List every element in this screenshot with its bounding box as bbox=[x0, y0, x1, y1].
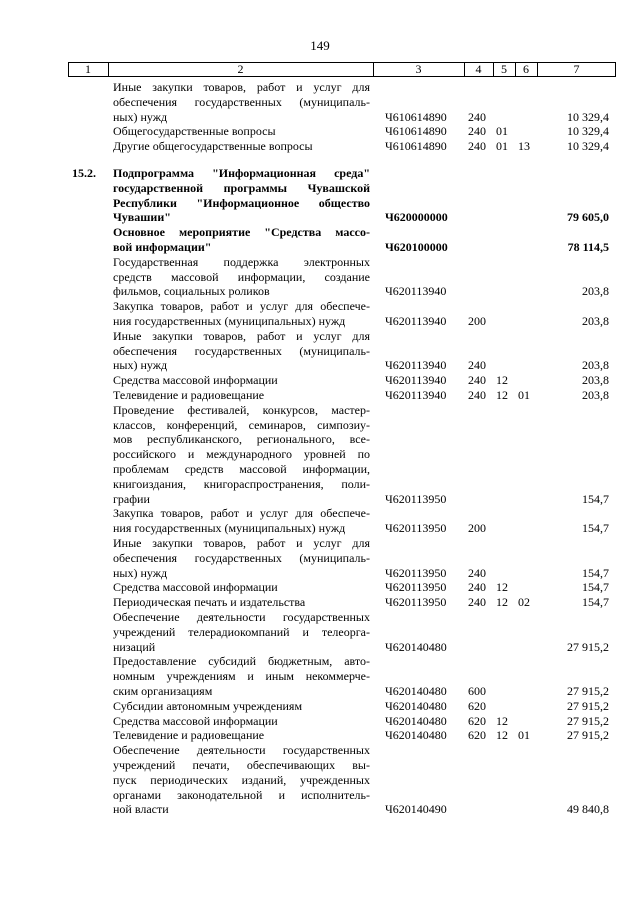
amount: 10 329,4 bbox=[567, 124, 609, 139]
target-article-code: Ч610614890 bbox=[385, 124, 447, 139]
item-name-line: Периодическая печать и издательства bbox=[113, 595, 306, 610]
target-article-code: Ч620113940 bbox=[385, 314, 447, 328]
item-name-line: ния государственных (муниципальных) нужд bbox=[113, 314, 346, 328]
expense-type: 240 bbox=[468, 358, 486, 373]
header-divider bbox=[515, 62, 516, 77]
item-name-line: Средства массовой информации bbox=[113, 713, 278, 728]
item-name-line: Республики "Информационное общество bbox=[113, 195, 370, 210]
target-article-code: Ч620000000 bbox=[385, 210, 448, 225]
amount: 10 329,4 bbox=[567, 109, 609, 124]
expense-type: 240 bbox=[468, 580, 486, 595]
item-name-line: вой информации" bbox=[113, 240, 212, 254]
amount: 154,7 bbox=[582, 565, 609, 580]
expense-type: 240 bbox=[468, 124, 486, 139]
item-name-line: низаций bbox=[113, 639, 156, 654]
target-article-code: Ч620113950 bbox=[385, 521, 447, 536]
item-name-line: Закупка товаров, работ и услуг для обеспече- bbox=[113, 506, 370, 521]
item-name-line: Общегосударственные вопросы bbox=[113, 124, 276, 139]
item-name-line: Обеспечение деятельности государственных bbox=[113, 743, 370, 758]
amount: 27 915,2 bbox=[567, 698, 609, 713]
amount: 79 605,0 bbox=[567, 210, 609, 225]
item-name-line: Обеспечение деятельности государственных bbox=[113, 610, 370, 624]
item-name-line: обеспечения государственных (муниципаль- bbox=[113, 550, 370, 565]
header-divider bbox=[537, 62, 538, 77]
item-name-line: Иные закупки товаров, работ и услуг для bbox=[113, 536, 370, 550]
target-article-code: Ч620113940 bbox=[385, 284, 447, 299]
amount: 27 915,2 bbox=[567, 728, 609, 743]
expense-type: 240 bbox=[468, 565, 486, 580]
expense-type: 620 bbox=[468, 713, 486, 728]
item-name-line: органами законодательной и исполнитель- bbox=[113, 787, 370, 802]
section-number: 15.2. bbox=[72, 166, 96, 180]
item-name-line: мов республиканского, регионального, все- bbox=[113, 432, 370, 447]
header-cell: 3 bbox=[415, 62, 422, 76]
amount: 203,8 bbox=[582, 284, 609, 299]
header-cell: 7 bbox=[573, 62, 580, 76]
item-name-line: обеспечения государственных (муниципаль- bbox=[113, 94, 370, 109]
item-name-line: Государственная поддержка электронных bbox=[113, 254, 370, 269]
target-article-code: Ч620113940 bbox=[385, 388, 447, 402]
target-article-code: Ч620113950 bbox=[385, 595, 447, 610]
subsection-code: 13 bbox=[518, 139, 530, 154]
header-divider bbox=[464, 62, 465, 77]
amount: 49 840,8 bbox=[567, 802, 609, 817]
amount: 27 915,2 bbox=[567, 684, 609, 698]
item-name-line: графии bbox=[113, 491, 150, 506]
subsection-code: 01 bbox=[518, 388, 530, 402]
item-name-line: ных) нужд bbox=[113, 358, 168, 373]
section-code: 12 bbox=[496, 388, 508, 402]
subsection-code: 02 bbox=[518, 595, 530, 610]
item-name-line: ной власти bbox=[113, 802, 169, 817]
amount: 154,7 bbox=[582, 595, 609, 610]
target-article-code: Ч610614890 bbox=[385, 109, 447, 124]
amount: 154,7 bbox=[582, 580, 609, 595]
item-name-line: Проведение фестивалей, конкурсов, мастер- bbox=[113, 402, 370, 417]
expense-type: 240 bbox=[468, 373, 486, 388]
item-name-line: российского и международного уровней по bbox=[113, 447, 370, 462]
item-name-line: номным учреждениям и иным некоммерче- bbox=[113, 669, 370, 684]
item-name-line: ных) нужд bbox=[113, 109, 168, 124]
amount: 27 915,2 bbox=[567, 639, 609, 654]
item-name-line: Предоставление субсидий бюджетным, авто- bbox=[113, 654, 370, 669]
target-article-code: Ч620100000 bbox=[385, 240, 448, 254]
header-cell: 4 bbox=[475, 62, 482, 76]
item-name-line: фильмов, социальных роликов bbox=[113, 284, 270, 299]
item-name-line: государственной программы Чувашской bbox=[113, 180, 370, 195]
expense-type: 620 bbox=[468, 728, 486, 743]
section-code: 01 bbox=[496, 139, 508, 154]
target-article-code: Ч620140480 bbox=[385, 698, 447, 713]
item-name-line: Иные закупки товаров, работ и услуг для bbox=[113, 328, 370, 343]
amount: 203,8 bbox=[582, 373, 609, 388]
amount: 10 329,4 bbox=[567, 139, 609, 154]
expense-type: 240 bbox=[468, 595, 486, 610]
expense-type: 240 bbox=[468, 388, 486, 402]
amount: 78 114,5 bbox=[567, 240, 609, 254]
amount: 203,8 bbox=[582, 358, 609, 373]
expense-type: 600 bbox=[468, 684, 486, 698]
amount: 203,8 bbox=[582, 314, 609, 328]
target-article-code: Ч620140480 bbox=[385, 684, 447, 698]
expense-type: 240 bbox=[468, 139, 486, 154]
page-number: 149 bbox=[310, 38, 330, 53]
item-name-line: Подпрограмма "Информационная среда" bbox=[113, 166, 370, 180]
item-name-line: Средства массовой информации bbox=[113, 580, 278, 595]
section-code: 01 bbox=[496, 124, 508, 139]
amount: 154,7 bbox=[582, 491, 609, 506]
amount: 203,8 bbox=[582, 388, 609, 402]
target-article-code: Ч620113950 bbox=[385, 580, 447, 595]
amount: 154,7 bbox=[582, 521, 609, 536]
item-name-line: книгоиздания, книгораспространения, поли- bbox=[113, 476, 370, 491]
header-cell: 2 bbox=[237, 62, 244, 76]
target-article-code: Ч620113950 bbox=[385, 565, 447, 580]
expense-type: 200 bbox=[468, 521, 486, 536]
section-code: 12 bbox=[496, 580, 508, 595]
item-name-line: Иные закупки товаров, работ и услуг для bbox=[113, 80, 370, 94]
item-name-line: Телевидение и радиовещание bbox=[113, 728, 265, 743]
item-name-line: учреждений печати, обеспечивающих вы- bbox=[113, 758, 370, 772]
header-divider bbox=[108, 62, 109, 77]
section-code: 12 bbox=[496, 713, 508, 728]
item-name-line: Субсидии автономным учреждениям bbox=[113, 698, 303, 713]
item-name-line: ных) нужд bbox=[113, 565, 168, 580]
item-name-line: учреждений телерадиокомпаний и телеорга- bbox=[113, 624, 370, 639]
target-article-code: Ч620140480 bbox=[385, 639, 447, 654]
item-name-line: Телевидение и радиовещание bbox=[113, 388, 265, 402]
item-name-line: Закупка товаров, работ и услуг для обеспече- bbox=[113, 299, 370, 314]
item-name-line: ния государственных (муниципальных) нужд bbox=[113, 521, 346, 536]
target-article-code: Ч620113940 bbox=[385, 358, 447, 373]
subsection-code: 01 bbox=[518, 728, 530, 743]
expense-type: 200 bbox=[468, 314, 486, 328]
section-code: 12 bbox=[496, 373, 508, 388]
item-name-line: Средства массовой информации bbox=[113, 373, 278, 388]
header-divider bbox=[373, 62, 374, 77]
item-name-line: классов, конференций, семинаров, симпозиу- bbox=[113, 417, 370, 432]
item-name-line: ским организациям bbox=[113, 684, 213, 698]
target-article-code: Ч610614890 bbox=[385, 139, 447, 154]
target-article-code: Ч620140480 bbox=[385, 713, 447, 728]
section-code: 12 bbox=[496, 728, 508, 743]
target-article-code: Ч620140490 bbox=[385, 802, 447, 817]
item-name-line: средств массовой информации, создание bbox=[113, 269, 370, 284]
header-cell: 5 bbox=[501, 62, 507, 76]
section-code: 12 bbox=[496, 595, 508, 610]
item-name-line: пуск периодических изданий, учрежденных bbox=[113, 772, 370, 787]
expense-type: 240 bbox=[468, 109, 486, 124]
target-article-code: Ч620113940 bbox=[385, 373, 447, 388]
expense-type: 620 bbox=[468, 698, 486, 713]
item-name-line: Другие общегосударственные вопросы bbox=[113, 139, 313, 154]
amount: 27 915,2 bbox=[567, 713, 609, 728]
item-name-line: проблемам средств массовой информации, bbox=[113, 462, 370, 476]
header-divider bbox=[493, 62, 494, 77]
target-article-code: Ч620140480 bbox=[385, 728, 447, 743]
item-name-line: Чувашии" bbox=[113, 210, 171, 225]
item-name-line: Основное мероприятие "Средства массо- bbox=[113, 225, 370, 240]
item-name-line: обеспечения государственных (муниципаль- bbox=[113, 343, 370, 358]
target-article-code: Ч620113950 bbox=[385, 491, 447, 506]
header-cell: 6 bbox=[523, 62, 529, 76]
header-cell: 1 bbox=[85, 62, 91, 76]
